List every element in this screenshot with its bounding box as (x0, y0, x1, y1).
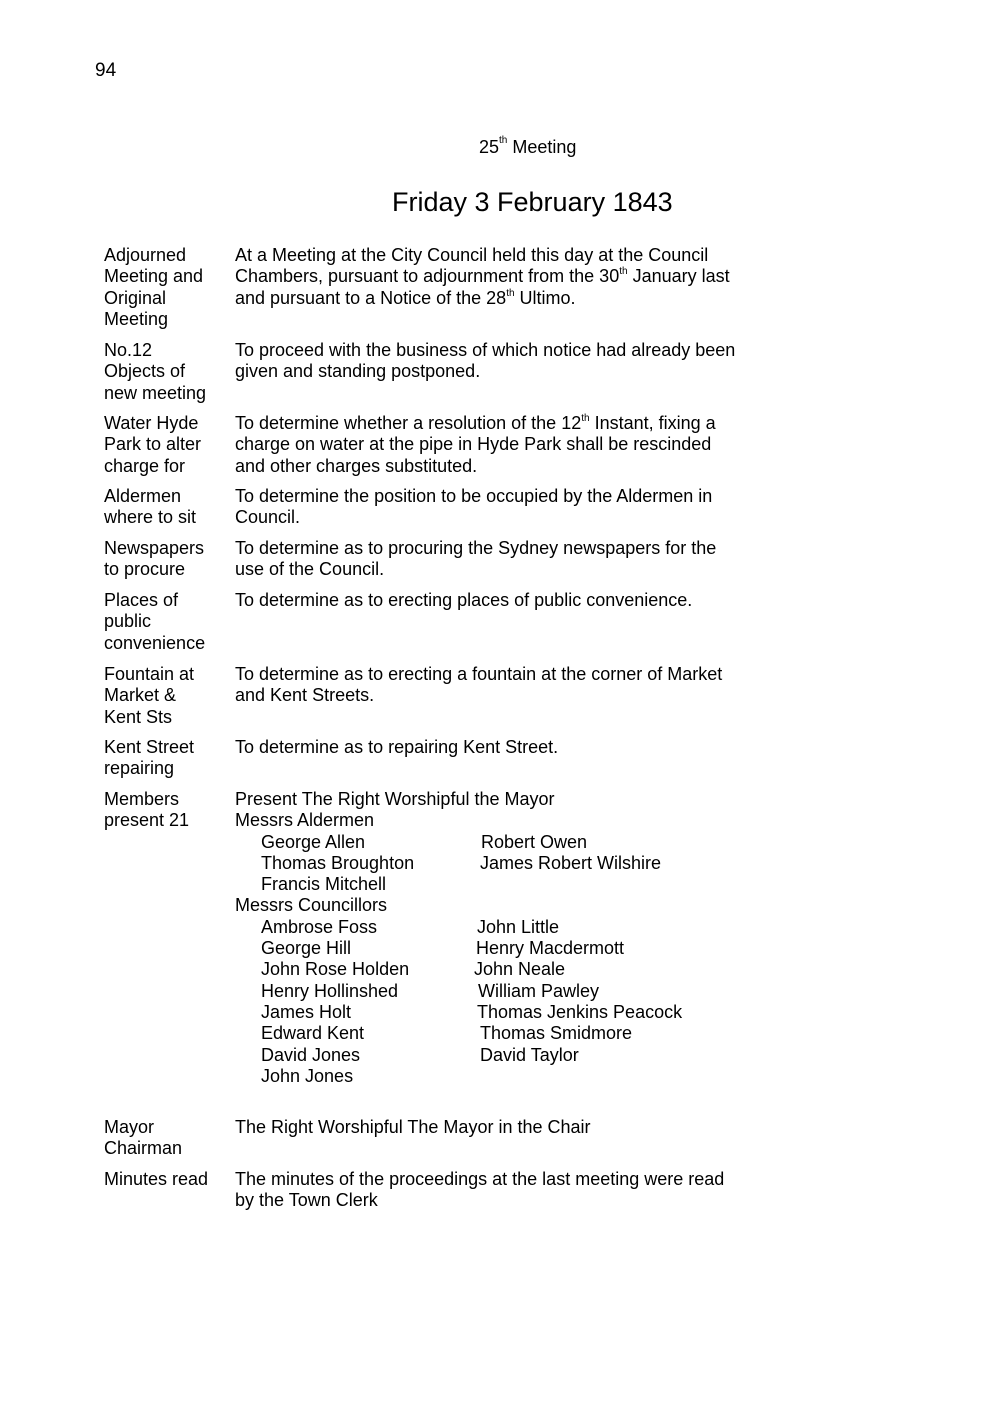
attendee-name: William Pawley (478, 980, 600, 1001)
attendee-row (235, 874, 554, 895)
attendee-name: Ambrose Foss (261, 916, 378, 937)
attendee-row (235, 831, 588, 853)
meeting-ordinal-suffix: th (499, 135, 508, 146)
entry-text: To determine the position to be occupied by the Aldermen in Council. (235, 486, 713, 528)
attendee-name: James Robert Wilshire (480, 852, 662, 873)
attendee-row (235, 980, 600, 1002)
attendee-name: James Holt (261, 1001, 352, 1022)
attendee-name: Thomas Jenkins Peacock (477, 1001, 683, 1022)
margin-note: No.12 Objects of new meeting (104, 340, 207, 403)
attendee-row (235, 1001, 683, 1023)
meeting-number (479, 137, 576, 158)
meeting-ordinal: 25 (479, 137, 500, 157)
attendee-row (235, 1023, 633, 1044)
attendee-name: George Allen (261, 831, 366, 852)
margin-note: Adjourned Meeting and Original Meeting (104, 245, 204, 330)
attendance-list (235, 789, 683, 1087)
margin-note: Members present 21 (104, 789, 190, 831)
attendee-row (235, 1066, 554, 1087)
entry-text: To determine as to procuring the Sydney newspapers for the use of the Council. (235, 538, 717, 580)
margin-note: Mayor Chairman (104, 1117, 183, 1159)
attendee-name: John Jones (261, 1065, 354, 1086)
meeting-label: Meeting (512, 137, 577, 157)
attendee-name: Robert Owen (481, 831, 588, 852)
councillors-heading: Messrs Councillors (235, 895, 388, 916)
attendee-row (235, 852, 662, 874)
attendee-name: Francis Mitchell (261, 874, 387, 895)
margin-note: Aldermen where to sit (104, 486, 197, 528)
attendee-name: David Jones (261, 1044, 361, 1065)
attendee-name: Edward Kent (261, 1023, 365, 1044)
date-title: Friday 3 February 1843 (392, 187, 673, 217)
attendee-name: David Taylor (480, 1044, 579, 1065)
margin-note: Kent Street repairing (104, 737, 195, 779)
attendee-name: John Neale (474, 959, 566, 980)
attendee-row (235, 916, 560, 938)
entry-text: At a Meeting at the City Council held this day at the Council Chambers, pursuant to adjournment from the 30th January last and pursuant to a Notice of the 28th Ultimo. (235, 245, 730, 308)
attendee-name: Thomas Broughton (261, 852, 415, 873)
entry-text: To determine as to erecting places of public convenience. (235, 590, 693, 610)
attendee-row (235, 938, 625, 959)
entry-text: To determine as to erecting a fountain at the corner of Market and Kent Streets. (235, 664, 723, 706)
entry-text: The Right Worshipful The Mayor in the Chair (235, 1117, 591, 1137)
margin-note: Newspapers to procure (104, 538, 205, 580)
entry-text: To proceed with the business of which notice had already been given and standing postponed. (235, 340, 736, 382)
margin-note: Water Hyde Park to alter charge for (104, 413, 202, 476)
entry-text: The minutes of the proceedings at the last meeting were read by the Town Clerk (235, 1169, 725, 1211)
attendee-name: George Hill (261, 938, 352, 959)
aldermen-heading: Messrs Aldermen (235, 810, 375, 831)
margin-note: Fountain at Market & Kent Sts (104, 664, 195, 727)
attendee-name: Henry Macdermott (476, 938, 625, 959)
attendee-name: Thomas Smidmore (480, 1023, 633, 1044)
attendee-name: Henry Hollinshed (261, 980, 399, 1001)
page-number: 94 (95, 60, 117, 81)
attendee-name: John Little (477, 916, 560, 937)
margin-note: Places of public convenience (104, 590, 206, 653)
attendee-name: John Rose Holden (261, 959, 410, 980)
present-line: Present The Right Worshipful the Mayor (235, 789, 555, 809)
attendee-row (235, 1044, 579, 1066)
entry-text: To determine whether a resolution of the 12th Instant, fixing a charge on water at the pipe in Hyde Park shall be rescinded and other charges substituted. (235, 413, 716, 476)
margin-note: Minutes read (104, 1169, 209, 1189)
entry-text: To determine as to repairing Kent Street. (235, 737, 559, 757)
attendee-row (235, 959, 566, 980)
